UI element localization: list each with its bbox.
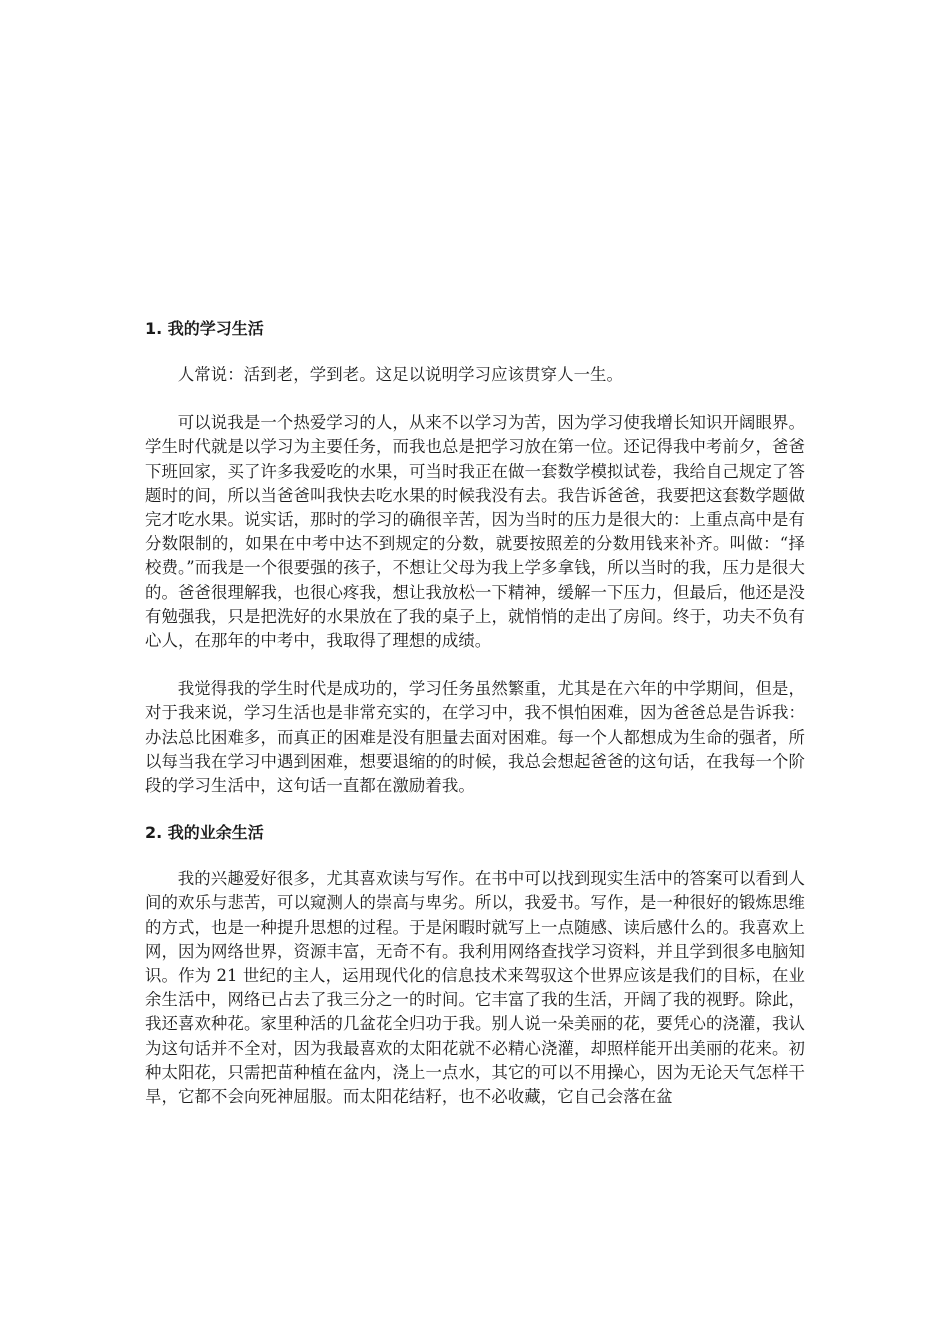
- section-heading-leisure-life: 2. 我的业余生活: [145, 823, 264, 843]
- document-page: [145, 318, 805, 1109]
- section-heading-study-life: 1. 我的学习生活: [145, 319, 264, 338]
- paragraph-hobbies: 我的兴趣爱好很多，尤其喜欢读与写作。在书中可以找到现实生活中的答案可以看到人间的欢乐与悲苦，可以窥测人的崇高与卑劣。所以，我爱书。写作，是一种很好的锻炼思维的方式，也是一种提升思想的过程。于是闲暇时就写上一点随感、读后感什么的。我喜欢上网，因为网络世界，资源丰富，无奇不有。我利用网络查找学习资料，并且学到很多电脑知识。作为 21 世纪的主人，运用现代化的信息技术来驾驭这个世界应该是我们的目标，在业余生活中，网络已占去了我三分之一的时间。它丰富了我的生活，开阔了我的视野。除此，我还喜欢种花。家里种活的几盆花全归功于我。别人说一朵美丽的花，要凭心的浇灌，我认为这句话并不全对，因为我最喜欢的太阳花就不必精心浇灌，却照样能开出美丽的花来。初种太阳花，只需把苗种植在盆内，浇上一点水，其它的可以不用操心，因为无论天气怎样干旱，它都不会向死神屈服。而太阳花结籽，也不必收藏，它自己会落在盆: [145, 869, 805, 1107]
- paragraph-intro: 人常说：活到老，学到老。这足以说明学习应该贯穿人一生。: [177, 365, 624, 384]
- paragraph-student-era: 我觉得我的学生时代是成功的，学习任务虽然繁重，尤其是在六年的中学期间，但是，对于我来说，学习生活也是非常充实的，在学习中，我不惧怕困难，因为爸爸总是告诉我：办法总比困难多，而真正的困难是没有胆量去面对困难。每一个人都想成为生命的强者，所以每当我在学习中遇到困难，想要退缩的的时候，我总会想起爸爸的这句话，在我每一个阶段的学习生活中，这句话一直都在激励着我。: [145, 679, 805, 796]
- paragraph-study-love: 可以说我是一个热爱学习的人，从来不以学习为苦，因为学习使我增长知识开阔眼界。学生时代就是以学习为主要任务，而我也总是把学习放在第一位。还记得我中考前夕，爸爸下班回家，买了许多我爱吃的水果，可当时我正在做一套数学模拟试卷，我给自己规定了答题时的间，所以当爸爸叫我快去吃水果的时候我没有去。我告诉爸爸，我要把这套数学题做完才吃水果。说实话，那时的学习的确很辛苦，因为当时的压力是很大的：上重点高中是有分数限制的，如果在中考中达不到规定的分数，就要按照差的分数用钱来补齐。叫做：“择校费。”而我是一个很要强的孩子，不想让父母为我上学多拿钱，所以当时的我，压力是很大的。爸爸很理解我，也很心疼我，想让我放松一下精神，缓解一下压力，但最后，他还是没有勉强我，只是把洗好的水果放在了我的桌子上，就悄悄的走出了房间。终于，功夫不负有心人，在那年的中考中，我取得了理想的成绩。: [145, 413, 805, 651]
